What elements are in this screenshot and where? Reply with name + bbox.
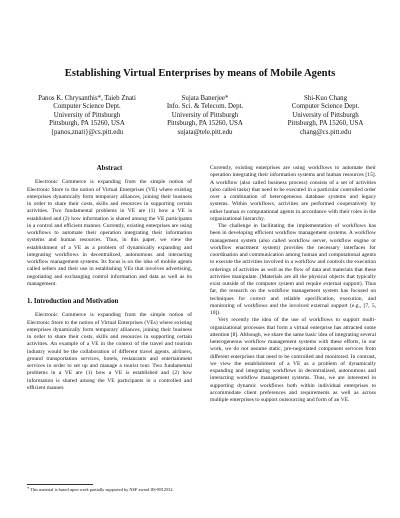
author-2-univ: University of Pittsburgh [171, 111, 239, 119]
author-2-dept: Info. Sci. & Telecom. Dept. [166, 103, 244, 111]
author-3-univ: University of Pittsburgh [292, 111, 359, 119]
footnote [27, 487, 193, 493]
footnote-divider [27, 484, 93, 485]
left-column [27, 165, 192, 392]
author-2-city: Pittsburgh, PA 15260, USA [167, 120, 243, 128]
right-paragraph-1: Currently, existing enterprises are using workflows to automate their operation integrating their information systems and human resources [15]. A workflow (also called business process) consists of a set of activities (also called tasks) that need to be executed in a particular controlled order over a combination of heterogeneous database systems and legacy systems. Within workflows, activities are performed cooperatively by either human or computational agents in accordance with their roles in the organizational hierarchy. [210, 165, 376, 222]
footnote-text: This material is based upon work partially supported by NSF award IIS-9812532. [30, 487, 174, 492]
section-1-heading: 1. Introduction and Motivation [27, 298, 119, 305]
author-2 [145, 95, 265, 137]
author-block [0, 95, 400, 155]
author-1-name: Panos K. Chrysanthis*, Taieb Znati [38, 95, 136, 102]
author-2-email: sujata@tele.pitt.edu [177, 128, 233, 136]
author-1-email: {panos,znati}@cs.pitt.edu [50, 128, 124, 136]
footnote-mark: * [27, 486, 30, 491]
author-2-name: Sujata Banerjee* [181, 95, 229, 102]
abstract-text: Electronic Commerce is expanding from the simple notion of Electronic Store to the notion of Virtual Enterprises (VE) where existing enterprises dynamically form temporary alliances, joining their business in order to share their costs, skills and resources in supporting certain activities. Two fundamental problems in VE are (1) how a VE is established and (2) how information is shared among the VE participants in a control and efficient manner. Currently, existing enterprises are using workflows to automate their operation integrating their information systems and human resources. Thus, in this paper, we view the establishment of a VE as a problem of dynamically expanding and integrating workflows in decentralized, autonomous and interacting workflow management systems. Its focus is on the idea of mobile agents called sellers and their use in establishing VEs that involves advertising, negotiating and exchanging control information and data as well as its management. [27, 179, 192, 287]
author-1-city: Pittsburgh, PA 15260, USA [49, 120, 125, 128]
author-1 [22, 95, 152, 137]
author-3-dept: Computer Science Dept. [291, 103, 360, 111]
author-3-city: Pittsburgh, PA 15260, USA [287, 120, 364, 128]
right-paragraph-2: The challenge in facilitating the implementation of workflows has been in developing efficient workflow management systems. A workflow management system (also called workflow server, workflow engine or workflow enactment system) provides the necessary interfaces for coordination and communication among human and computational agents to execute the activities involved in a workflow and controls the execution orderings of activities as well as the flow of data and materials that these activities manipulate. (Materials are all the physical objects that typically exist outside of the computer system and require external support). Thus far, the research on the workflow management system has focused on techniques for correct and reliable specification, execution, and monitoring of workflows and the involved external support (e.g., [7, 5, 10]). [210, 223, 376, 316]
author-3-name: Shi-Kuo Chang [303, 95, 348, 102]
author-3-email: chang@cs.pitt.edu [299, 128, 352, 136]
abstract-heading: Abstract [96, 165, 123, 172]
right-paragraph-3: Very recently the idea of the use of workflows to support multi-organizational processes that form a virtual enterprise has attracted some attention [8]. Although, we share the same basic idea of integrating several heterogeneous workflow management systems with these efforts, in our work, we do not assume static, pre-negotiated component services from different enterprises that need to be controlled and monitored. In contrast, we view the establishment of a VE as a problem of dynamically expanding and integrating workflows in decentralized, autonomous and interacting workflow management systems. Thus, we are interested in supporting dynamic workflows both within individual enterprises to accommodate client preferences and requirements as well as across multiple enterprises to support outsourcing and form of an VE. [210, 317, 376, 403]
right-column [210, 165, 376, 404]
author-3 [268, 95, 383, 137]
author-1-univ: University of Pittsburgh [53, 111, 121, 119]
author-1-dept: Computer Science Dept. [53, 103, 121, 111]
section-1-text: Electronic Commerce is expanding from the simple notion of Electronic Store to the notion of Virtual Enterprises (VEs) where existing enterprises dynamically form temporary alliances, joining their business in order to share their costs, skills and resources in supporting certain activities. An example of a VE in the context of the travel and tourism industry would be the collaboration of different travel agents, airliners, ground transportation services, hotels, restaurants and entertainment services in order to set up and manage a tourist tour. Two fundamental problems in a VE are (1) how a VE is established and (2) how information is shared among the VE participants in a controlled and efficient manner. [27, 312, 192, 391]
paper-title: Establishing Virtual Enterprises by means of Mobile Agents [64, 68, 336, 79]
